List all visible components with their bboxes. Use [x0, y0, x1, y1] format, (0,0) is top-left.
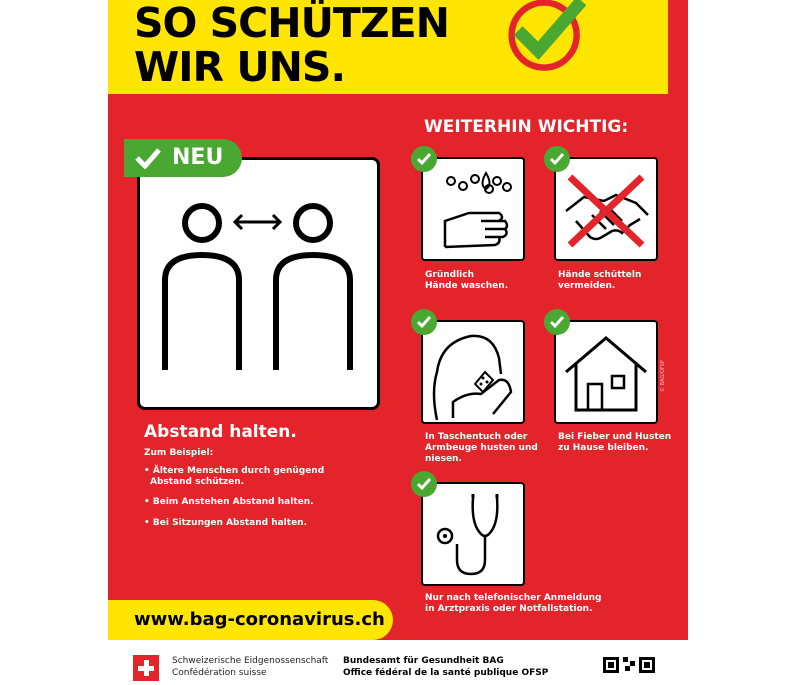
- new-badge-label: NEU: [172, 145, 224, 170]
- tile-no-handshake: [554, 157, 658, 261]
- caption-hand-washing: Gründlich Hände waschen.: [425, 270, 509, 291]
- qr-code-icon: [603, 657, 659, 675]
- website-bar: [108, 600, 393, 640]
- example-label: Zum Beispiel:: [144, 448, 214, 458]
- check-icon: [544, 309, 570, 335]
- website-link[interactable]: www.bag-coronavirus.ch: [134, 609, 385, 630]
- tile-hand-washing: [421, 157, 525, 261]
- no-handshake-icon: [556, 159, 656, 259]
- check-icon: [134, 145, 162, 171]
- hand-washing-icon: [423, 159, 523, 259]
- big-check-icon: [500, 0, 600, 82]
- stethoscope-icon: [423, 484, 523, 584]
- bullet-elderly-cont: Abstand schützen.: [150, 477, 245, 487]
- caption-stay-home: Bei Fieber und Husten zu Hause bleiben.: [558, 432, 672, 453]
- tile-cough: [421, 320, 525, 424]
- distance-icon-box: [137, 157, 380, 410]
- caption-doctor: Nur nach telefonischer Anmeldung in Arztpraxis oder Notfallstation.: [425, 593, 602, 614]
- check-icon: [411, 146, 437, 172]
- caption-cough: In Taschentuch oder Armbeuge husten und niesen.: [425, 432, 538, 464]
- headline-line-1: SO SCHÜTZEN: [134, 0, 449, 47]
- confederation-de: Schweizerische Eidgenossenschaft: [172, 656, 329, 666]
- house-icon: [556, 322, 656, 422]
- bullet-meetings: • Bei Sitzungen Abstand halten.: [144, 518, 307, 528]
- distance-title: Abstand halten.: [144, 422, 297, 442]
- swiss-flag-icon: [133, 655, 159, 681]
- check-icon: [411, 471, 437, 497]
- office-fr: Office fédéral de la santé publique OFSP: [343, 668, 549, 678]
- bullet-elderly: • Ältere Menschen durch genügend: [144, 466, 325, 476]
- tile-stay-home: [554, 320, 658, 424]
- confederation-fr: Confédération suisse: [172, 668, 267, 678]
- still-important-title: WEITERHIN WICHTIG:: [424, 117, 629, 137]
- cough-into-elbow-icon: [423, 322, 523, 422]
- check-icon: [544, 146, 570, 172]
- caption-no-handshake: Hände schütteln vermeiden.: [558, 270, 642, 291]
- headline-line-2: WIR UNS.: [134, 43, 346, 91]
- keep-distance-icon: [140, 160, 377, 407]
- copyright-code: © BAG/OFSP: [660, 360, 666, 392]
- office-de: Bundesamt für Gesundheit BAG: [343, 656, 504, 666]
- new-badge: [124, 139, 242, 177]
- check-icon: [411, 309, 437, 335]
- bullet-queue: • Beim Anstehen Abstand halten.: [144, 497, 314, 507]
- tile-doctor: [421, 482, 525, 586]
